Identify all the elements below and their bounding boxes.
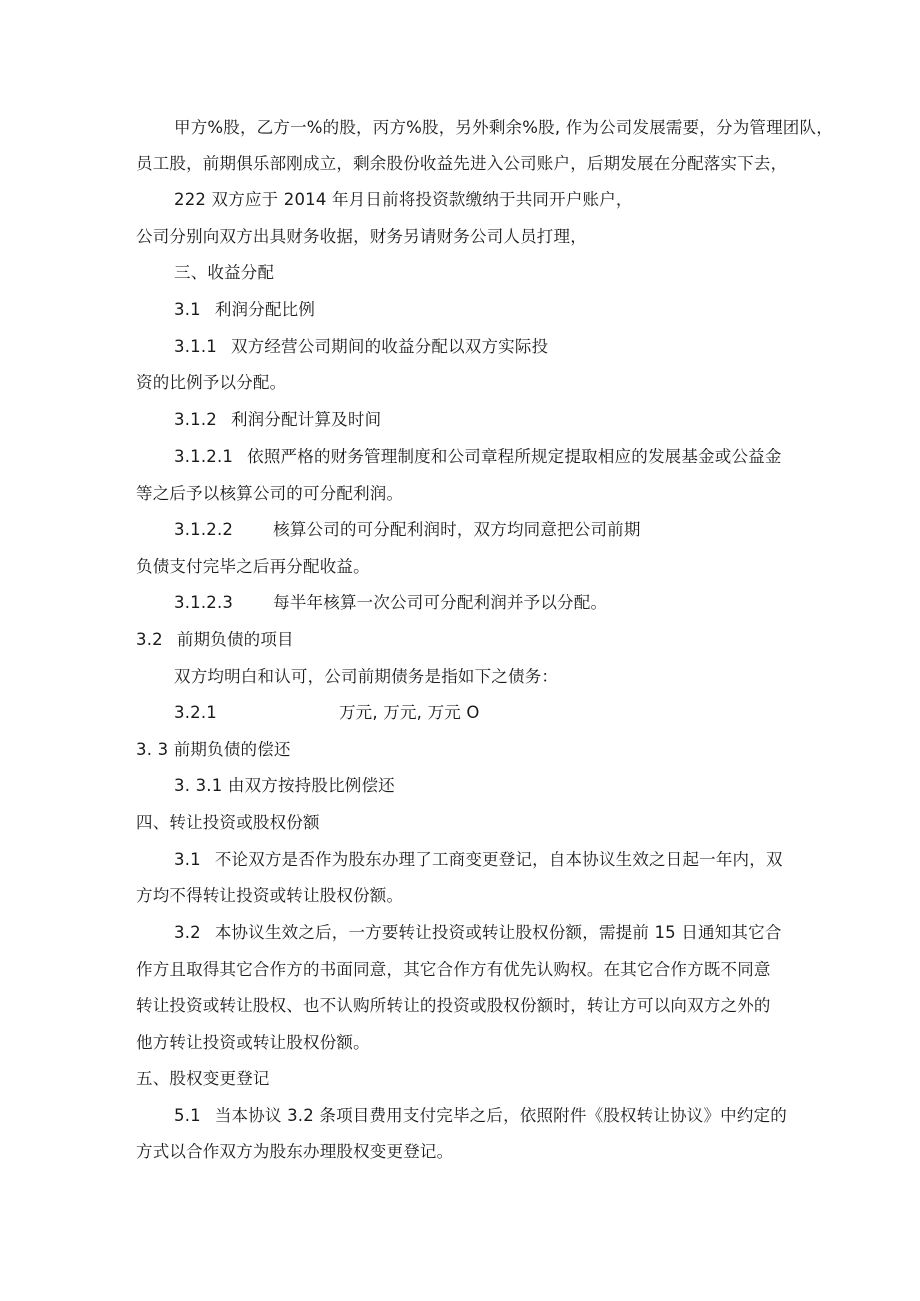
clause-text: 不论双方是否作为股东办理了工商变更登记，自本协议生效之日起一年内，双 bbox=[214, 850, 783, 869]
paragraph-shares-line2: 员工股，前期俱乐部刚成立，剩余股份收益先进入公司账户，后期发展在分配落实下去， bbox=[136, 154, 788, 173]
clause-5-1 bbox=[174, 1106, 787, 1126]
clause-3-3: 3. 3 前期负债的偿还 bbox=[136, 740, 291, 759]
section-heading-equity-registration: 五、股权变更登记 bbox=[136, 1069, 270, 1088]
clause-3-1-2 bbox=[174, 410, 381, 430]
clause-number: 3.2 bbox=[174, 923, 201, 942]
clause-number: 3.1.2 bbox=[174, 410, 217, 429]
clause-5-1-continued: 方式以合作双方为股东办理股权变更登记。 bbox=[136, 1142, 454, 1161]
clause-number: 3.1.2.2 bbox=[174, 520, 234, 539]
clause-3-1-2-3 bbox=[174, 593, 607, 613]
paragraph-payment-line2: 公司分别向双方出具财务收据，财务另请财务公司人员打理， bbox=[136, 227, 587, 246]
clause-text: 前期负债的项目 bbox=[176, 630, 294, 649]
clause-number: 3.1 bbox=[174, 850, 201, 869]
section-heading-transfer: 四、转让投资或股权份额 bbox=[136, 813, 320, 832]
clause-number: 3.1.1 bbox=[174, 337, 217, 356]
clause-text: 依照严格的财务管理制度和公司章程所规定提取相应的发展基金或公益金 bbox=[247, 447, 782, 466]
clause-3-2 bbox=[136, 630, 294, 650]
clause-number: 3.2 bbox=[136, 630, 163, 649]
clause-number: 3.2.1 bbox=[174, 703, 217, 722]
clause-4-3-1 bbox=[174, 850, 783, 870]
clause-3-2-1 bbox=[174, 703, 480, 723]
paragraph-payment-line1: 222 双方应于 2014 年月日前将投资款缴纳于共同开户账户， bbox=[174, 190, 633, 209]
clause-text: 利润分配计算及时间 bbox=[230, 410, 382, 429]
clause-text: 双方经营公司期间的收益分配以双方实际投 bbox=[230, 337, 549, 356]
clause-text: 核算公司的可分配利润时，双方均同意把公司前期 bbox=[273, 520, 641, 539]
clause-text: 当本协议 3.2 条项目费用支付完毕之后，依照附件《股权转让协议》中约定的 bbox=[214, 1106, 787, 1125]
clause-4-3-1-continued: 方均不得转让投资或转让股权份额。 bbox=[136, 886, 404, 905]
clause-3-1-2-1-continued: 等之后予以核算公司的可分配利润。 bbox=[136, 484, 404, 503]
paragraph-shares-line1: 甲方%股，乙方一%的股，丙方%股，另外剩余%股, 作为公司发展需要，分为管理团队， bbox=[174, 118, 833, 137]
clause-4-3-2-continued-3: 他方转让投资或转让股权份额。 bbox=[136, 1033, 370, 1052]
clause-3-1-2-2-continued: 负债支付完毕之后再分配收益。 bbox=[136, 557, 370, 576]
clause-4-3-2 bbox=[174, 923, 782, 943]
clause-number: 3.1 bbox=[174, 300, 201, 319]
clause-3-3-1: 3. 3.1 由双方按持股比例偿还 bbox=[174, 776, 395, 795]
clause-4-3-2-continued-1: 作方且取得其它合作方的书面同意，其它合作方有优先认购权。在其它合作方既不同意 bbox=[136, 960, 771, 979]
clause-number: 5.1 bbox=[174, 1106, 201, 1125]
clause-text: 本协议生效之后，一方要转让投资或转让股权份额，需提前 15 日通知其它合 bbox=[214, 923, 782, 942]
clause-number: 3.1.2.3 bbox=[174, 593, 234, 612]
clause-number: 3.1.2.1 bbox=[174, 447, 234, 466]
clause-4-3-2-continued-2: 转让投资或转让股权、也不认购所转让的投资或股权份额时，转让方可以向双方之外的 bbox=[136, 996, 771, 1015]
clause-3-1-2-2 bbox=[174, 520, 641, 540]
clause-text: 万元, 万元, 万元 O bbox=[338, 703, 480, 722]
clause-3-1-1 bbox=[174, 337, 548, 357]
section-heading-profit-distribution: 三、收益分配 bbox=[174, 263, 275, 282]
clause-text: 每半年核算一次公司可分配利润并予以分配。 bbox=[273, 593, 608, 612]
clause-3-1-2-1 bbox=[174, 447, 782, 467]
clause-3-1-1-continued: 资的比例予以分配。 bbox=[136, 373, 287, 392]
clause-3-1 bbox=[174, 300, 315, 320]
clause-text: 利润分配比例 bbox=[214, 300, 316, 319]
paragraph-prior-debts: 双方均明白和认可，公司前期债务是指如下之债务： bbox=[174, 667, 559, 686]
